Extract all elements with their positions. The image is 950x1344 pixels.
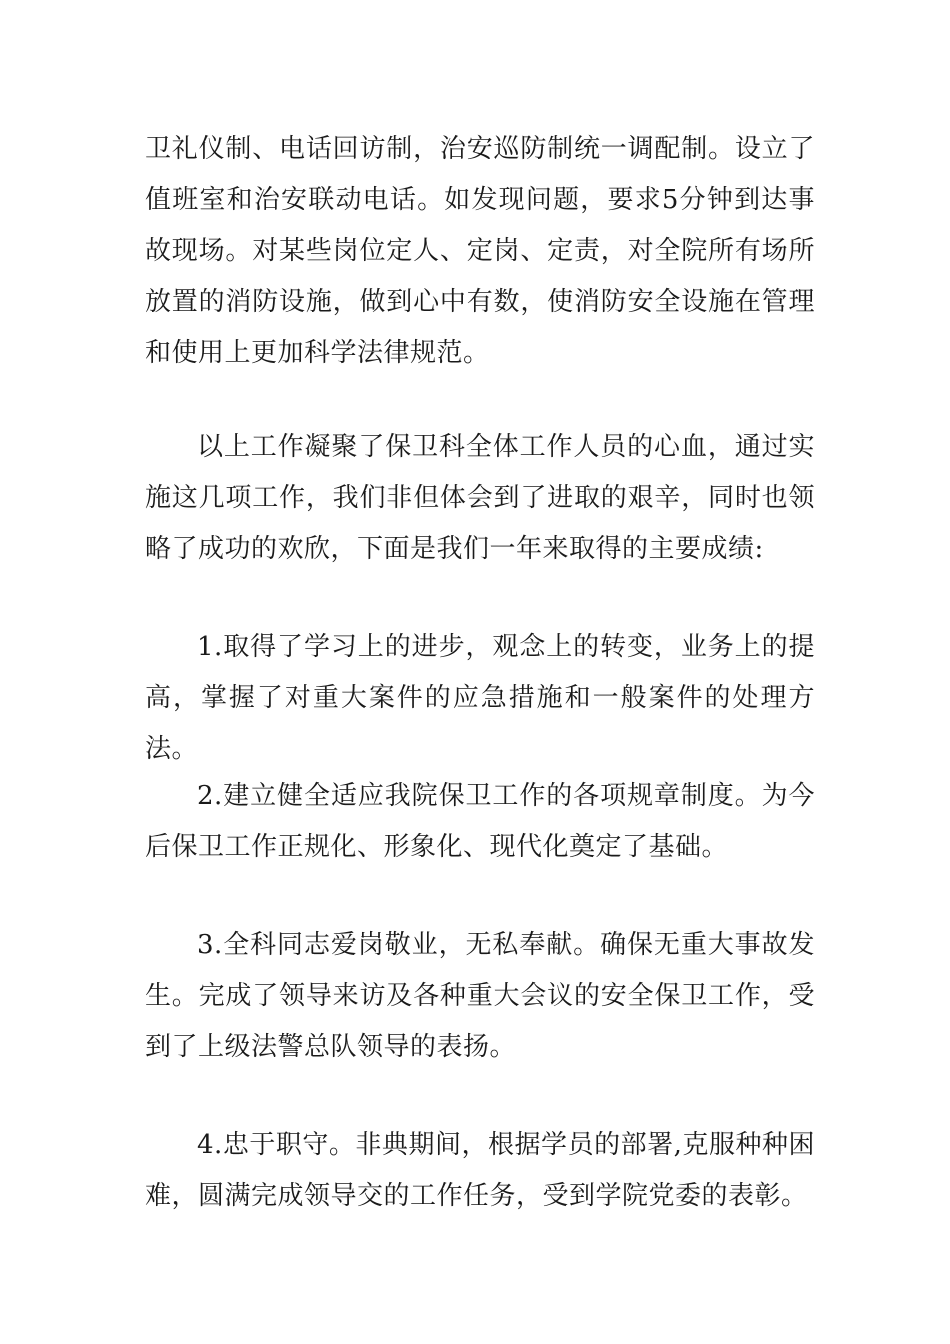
paragraph-continued-duty-system: 卫礼仪制、电话回访制，治安巡防制统一调配制。设立了值班室和治安联动电话。如发现问题，要求5分钟到达事故现场。对某些岗位定人、定岗、定责，对全院所有场所放置的消防设施，做到心中有数，使消防安全设施在管理和使用上更加科学法律规范。 — [145, 134, 815, 368]
paragraph-achievement-2: 2.建立健全适应我院保卫工作的各项规章制度。为今后保卫工作正规化、形象化、现代化奠定了基础。 — [145, 781, 815, 862]
paragraph-achievement-1: 1.取得了学习上的进步，观念上的转变，业务上的提高，掌握了对重大案件的应急措施和一般案件的处理方法。 — [145, 632, 815, 764]
paragraph-achievement-4: 4.忠于职守。非典期间，根据学员的部署,克服种种困难，圆满完成领导交的工作任务，受到学院党委的表彰。 — [145, 1130, 815, 1211]
paragraph-work-summary: 以上工作凝聚了保卫科全体工作人员的心血，通过实施这几项工作，我们非但体会到了进取的艰辛，同时也领略了成功的欢欣，下面是我们一年来取得的主要成绩: — [145, 432, 815, 564]
paragraph-achievement-3: 3.全科同志爱岗敬业，无私奉献。确保无重大事故发生。完成了领导来访及各种重大会议的安全保卫工作，受到了上级法警总队领导的表扬。 — [145, 930, 815, 1062]
